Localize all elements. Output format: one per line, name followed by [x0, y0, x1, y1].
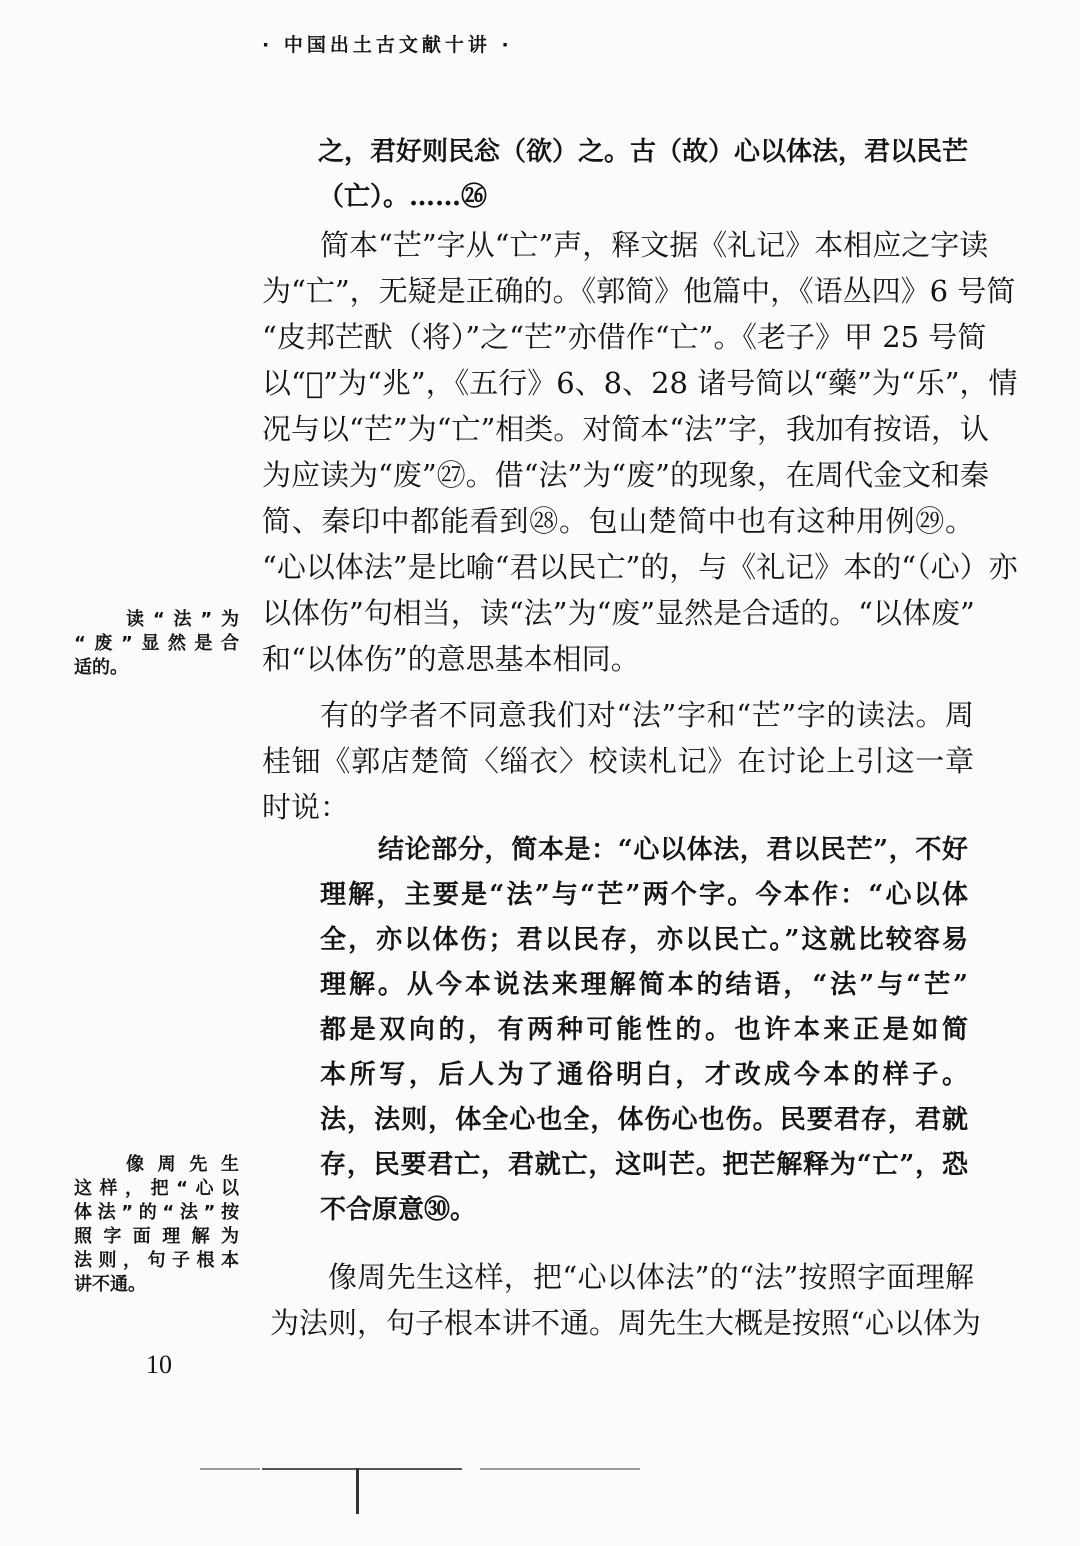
- margin-note-line: 讲不通。: [74, 1274, 146, 1295]
- text-line: 理解。从今本说法来理解简本的结语，“法”与“芒”: [320, 970, 968, 1000]
- text-line: 都是双向的，有两种可能性的。也许本来正是如简: [320, 1015, 968, 1045]
- text-line: （亡）。……㉖: [318, 182, 488, 212]
- block-quote-top: [318, 130, 969, 220]
- text-line: 存，民要君亡，君就亡，这叫芒。把芒解释为“亡”，恐: [320, 1150, 968, 1180]
- text-line: 不合原意㉚。: [320, 1195, 477, 1225]
- margin-note-line: 法则，句子根本: [74, 1250, 239, 1271]
- scan-artifact-line: [262, 1468, 462, 1470]
- text-line: 况与以“芒”为“亡”相类。对简本“法”字，我加有按语，认: [262, 412, 989, 446]
- scan-artifact-line: [200, 1468, 260, 1470]
- paragraph-3: [270, 1254, 981, 1346]
- text-line: 理解，主要是“法”与“芒”两个字。今本作：“心以体: [320, 880, 968, 910]
- margin-note-2: [74, 1153, 239, 1297]
- margin-note-line: 这样，把“心以: [74, 1178, 239, 1199]
- paragraph-1: [262, 222, 1018, 682]
- text-line: 简本“芒”字从“亡”声，释文据《礼记》本相应之字读: [320, 228, 989, 262]
- scan-artifact-tick: [356, 1468, 359, 1514]
- text-line: 有的学者不同意我们对“法”字和“芒”字的读法。周: [320, 698, 974, 732]
- margin-note-1: [74, 608, 239, 680]
- text-line: 以体伤”句相当，读“法”为“废”显然是合适的。“以体废”: [262, 596, 975, 630]
- page-number: 10: [146, 1350, 172, 1379]
- text-line: “皮邦芒䣭（将）”之“芒”亦借作“亡”。《老子》甲 25 号简: [262, 320, 987, 354]
- margin-note-line: 体法”的“法”按: [74, 1202, 239, 1223]
- text-line: 结论部分，简本是：“心以体法，君以民芒”，不好: [378, 835, 968, 865]
- text-line: 以“𦬭”为“兆”，《五行》6、8、28 诸号简以“藥”为“乐”，情: [262, 366, 1018, 400]
- margin-note-line: “废”显然是合: [74, 633, 239, 654]
- margin-note-line: 照字面理解为: [74, 1226, 239, 1247]
- text-line: 简、秦印中都能看到㉘。包山楚简中也有这种用例㉙。: [262, 504, 974, 538]
- text-line: 法，法则，体全心也全，体伤心也伤。民要君存，君就: [320, 1105, 968, 1135]
- scan-artifact-line: [480, 1468, 640, 1470]
- text-line: 桂钿《郭店楚简〈缁衣〉校读札记》在讨论上引这一章: [262, 744, 974, 778]
- text-line: 和“以体伤”的意思基本相同。: [262, 642, 640, 676]
- text-line: 像周先生这样，把“心以体法”的“法”按照字面理解: [328, 1260, 974, 1294]
- text-line: “心以体法”是比喻“君以民亡”的，与《礼记》本的“（心）亦: [262, 550, 1018, 584]
- text-line: 为法则，句子根本讲不通。周先生大概是按照“心以体为: [270, 1306, 981, 1340]
- running-header: · 中国出土古文献十讲 ·: [262, 34, 513, 56]
- margin-note-line: 适的。: [74, 657, 128, 678]
- margin-note-line: 读“法”为: [126, 609, 239, 630]
- text-line: 本所写，后人为了通俗明白，才改成今本的样子。: [320, 1060, 968, 1090]
- text-line: 时说：: [262, 790, 350, 824]
- block-quote-main: [320, 828, 968, 1233]
- text-line: 之，君好则民忩（欲）之。古（故）心以体法，君以民芒: [318, 137, 969, 167]
- margin-note-line: 像周先生: [126, 1154, 239, 1175]
- text-line: 全，亦以体伤；君以民存，亦以民亡。”这就比较容易: [320, 925, 968, 955]
- text-line: 为“亡”，无疑是正确的。《郭简》他篇中，《语丛四》6 号简: [262, 274, 1016, 308]
- text-line: 为应读为“废”㉗。借“法”为“废”的现象，在周代金文和秦: [262, 458, 989, 492]
- paragraph-2: [262, 692, 974, 830]
